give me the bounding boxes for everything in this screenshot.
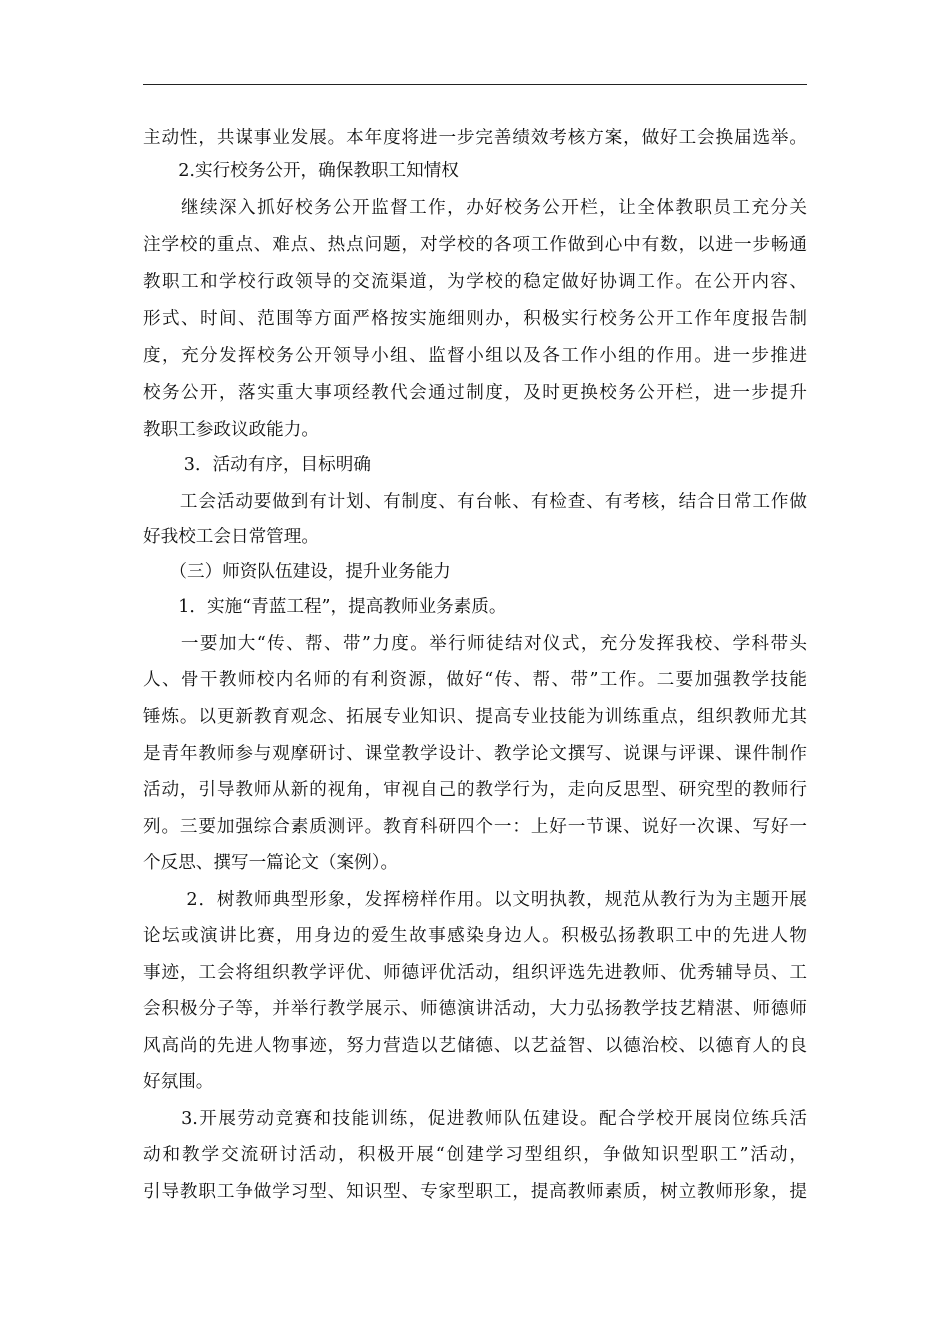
text-line: 个反思、撰写一篇论文（案例）。 — [143, 853, 399, 873]
text-line: 一要加大“传、帮、带”力度。举行师徒结对仪式，充分发挥我校、学科带头 — [143, 634, 807, 654]
text-line: 锤炼。以更新教育观念、拓展专业知识、提高专业技能为训练重点，组织教师尤其 — [143, 707, 807, 727]
text-line: 注学校的重点、难点、热点问题，对学校的各项工作做到心中有数，以进一步畅通 — [143, 235, 807, 255]
section-heading: （三）师资队伍建设，提升业务能力 — [143, 562, 451, 582]
text-line: 风高尚的先进人物事迹，努力营造以艺储德、以艺益智、以德治校、以德育人的良 — [143, 1036, 807, 1056]
text-line: 3.开展劳动竞赛和技能训练，促进教师队伍建设。配合学校开展岗位练兵活 — [143, 1109, 807, 1129]
text-line: 主动性，共谋事业发展。本年度将进一步完善绩效考核方案，做好工会换届选举。 — [143, 128, 807, 148]
text-line: 会积极分子等，并举行教学展示、师德演讲活动，大力弘扬教学技艺精湛、师德师 — [143, 999, 807, 1019]
text-line: 教职工和学校行政领导的交流渠道，为学校的稳定做好协调工作。在公开内容、 — [143, 272, 807, 292]
text-line: 事迹，工会将组织教学评优、师德评优活动，组织评选先进教师、优秀辅导员、工 — [143, 963, 807, 983]
text-line: 论坛或演讲比赛，用身边的爱生故事感染身边人。积极弘扬教职工中的先进人物 — [143, 926, 807, 946]
text-line: 是青年教师参与观摩研讨、课堂教学设计、教学论文撰写、说课与评课、课件制作 — [143, 744, 807, 764]
text-line: 引导教职工争做学习型、知识型、专家型职工，提高教师素质，树立教师形象，提 — [143, 1182, 807, 1202]
text-line: 活动，引导教师从新的视角，审视自己的教学行为，走向反思型、研究型的教师行 — [143, 780, 807, 800]
text-line: 教职工参政议政能力。 — [143, 420, 319, 440]
section-heading: 1．实施“青蓝工程”，提高教师业务素质。 — [143, 597, 507, 617]
text-line: 动和教学交流研讨活动，积极开展“创建学习型组织，争做知识型职工”活动， — [143, 1145, 807, 1165]
text-line: 度，充分发挥校务公开领导小组、监督小组以及各工作小组的作用。进一步推进 — [143, 346, 807, 366]
header-rule — [143, 84, 807, 85]
text-line: 工会活动要做到有计划、有制度、有台帐、有检查、有考核，结合日常工作做 — [143, 492, 807, 512]
text-line: 校务公开，落实重大事项经教代会通过制度，及时更换校务公开栏，进一步提升 — [143, 383, 807, 403]
text-line: 列。三要加强综合素质测评。教育科研四个一：上好一节课、说好一次课、写好一 — [143, 817, 807, 837]
text-line: 2．树教师典型形象，发挥榜样作用。以文明执教，规范从教行为为主题开展 — [143, 890, 807, 910]
text-line: 好我校工会日常管理。 — [143, 527, 319, 547]
text-line: 继续深入抓好校务公开监督工作，办好校务公开栏，让全体教职员工充分关 — [143, 198, 807, 218]
section-heading: 2.实行校务公开，确保教职工知情权 — [143, 161, 459, 181]
text-line: 好氛围。 — [143, 1072, 214, 1092]
section-heading: 3．活动有序，目标明确 — [143, 455, 371, 475]
text-line: 形式、时间、范围等方面严格按实施细则办，积极实行校务公开工作年度报告制 — [143, 309, 807, 329]
text-line: 人、骨干教师校内名师的有利资源，做好“传、帮、带”工作。二要加强教学技能 — [143, 670, 807, 690]
